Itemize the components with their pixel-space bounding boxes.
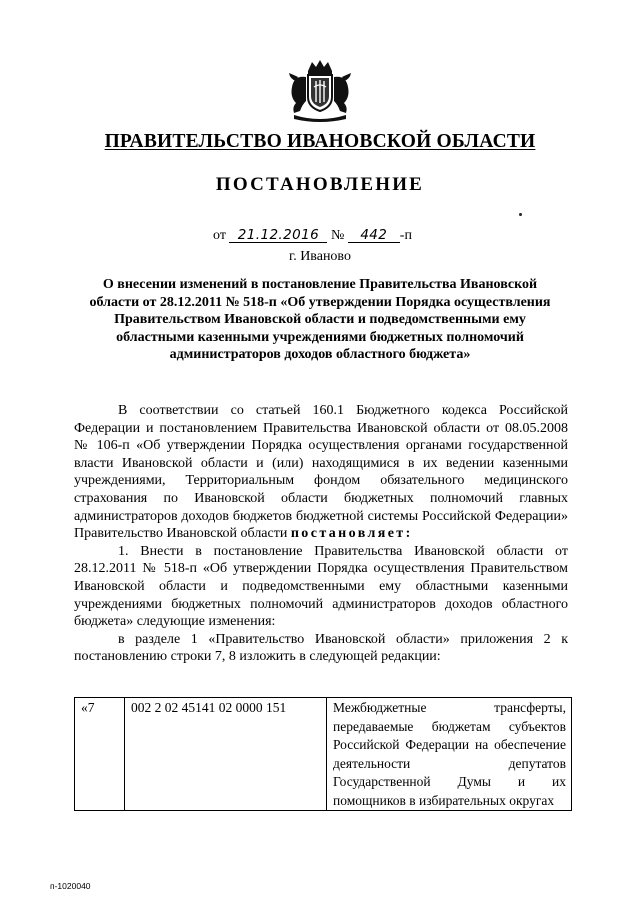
coat-of-arms-icon bbox=[286, 57, 354, 123]
resolves-word: постановляет bbox=[290, 526, 406, 542]
amendment-table bbox=[74, 697, 572, 811]
document-number: 442 bbox=[348, 228, 400, 243]
footer-code: п-1020040 bbox=[50, 881, 91, 891]
budget-code-cell: 002 2 02 45141 02 0000 151 bbox=[125, 698, 327, 811]
resolves-colon: : bbox=[405, 526, 411, 542]
document-type: ПОСТАНОВЛЕНИЕ bbox=[215, 174, 425, 195]
document-date: 21.12.2016 bbox=[229, 228, 327, 243]
preamble-paragraph bbox=[74, 402, 568, 543]
document-body bbox=[74, 402, 568, 666]
point-1-paragraph: 1. Внести в постановление Правительства Ивановской области от 28.12.2011 № 518-п «Об утверждении Порядка осуществления Правительством Ивановской области и подведомственными ему областными казенными учреждениями бюджетных полномочий администраторов доходов областного бюджета» следующие изменения: bbox=[74, 543, 568, 630]
city: г. Иваново bbox=[289, 249, 351, 264]
row-index-cell: «7 bbox=[75, 698, 125, 811]
description-cell: Межбюджетные трансферты, передаваемые бюджетам субъектов Российской Федерации на обеспечение деятельности депутатов Государственной Думы и их помощников в избирательных округах bbox=[327, 698, 572, 811]
table-row bbox=[75, 698, 572, 811]
point-1-sub-paragraph: в разделе 1 «Правительство Ивановской области» приложения 2 к постановлению строки 7, 8 изложить в следующей редакции: bbox=[74, 631, 568, 665]
document-subject: О внесении изменений в постановление Правительства Ивановской области от 28.12.2011 № 518-п «Об утверждении Порядка осуществления Правительством Ивановской области и подведомственными ему областными казенными учреждениями бюджетных полномочий администраторов доходов областного бюджета» bbox=[89, 277, 551, 362]
number-suffix: -п bbox=[399, 228, 412, 243]
date-number-line bbox=[213, 228, 412, 244]
number-prefix: № bbox=[330, 228, 345, 243]
government-title-text: ПРАВИТЕЛЬСТВО ИВАНОВСКОЙ ОБЛАСТИ bbox=[104, 131, 536, 152]
government-title bbox=[0, 131, 640, 153]
preamble-text: В соответствии со статьей 160.1 Бюджетного кодекса Российской Федерации и постановлением Правительства Ивановской области от 08.05.2008 № 106-п «Об утверждении Порядка осуществления органами государственной власти Ивановской области и (или) находящимися в их ведении казенными учреждениями, Территориальным фондом обязательного медицинского страхования по Ивановской области бюджетных полномочий главных администраторов доходов бюджетов бюджетной системы Российской Федерации» Правительство Ивановской области bbox=[74, 403, 568, 542]
date-prefix: от bbox=[213, 228, 226, 243]
scan-speck bbox=[519, 213, 522, 216]
